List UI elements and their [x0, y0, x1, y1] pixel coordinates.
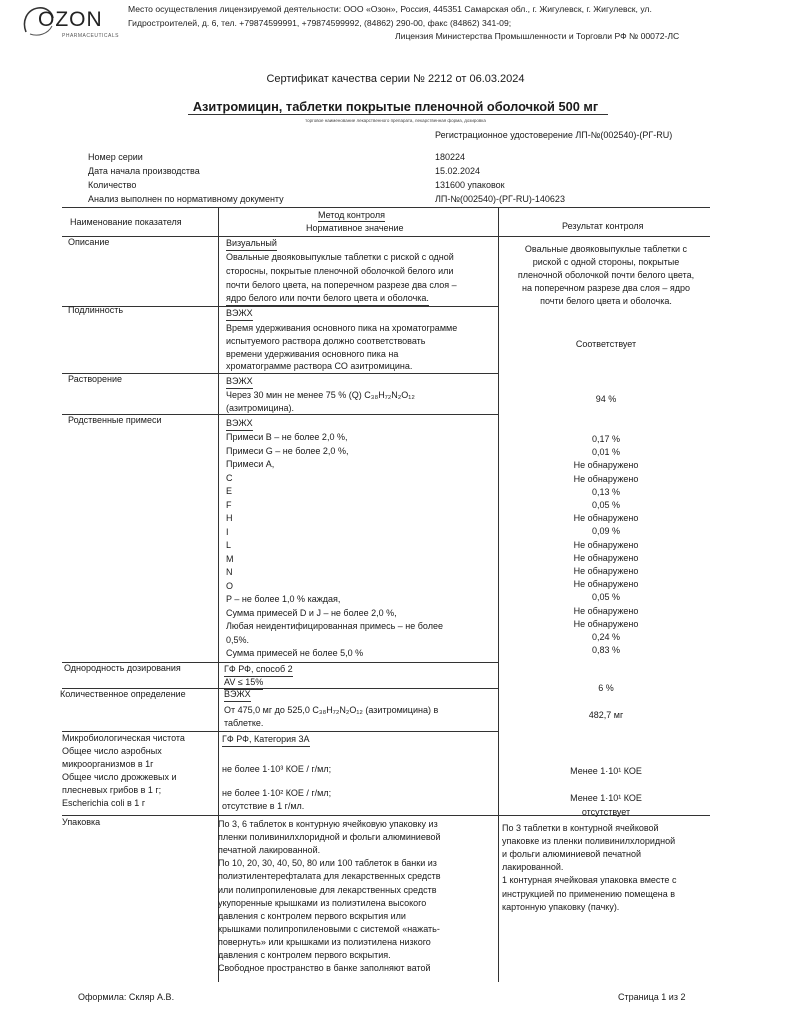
- row-name: Упаковка: [62, 817, 101, 827]
- row-method: ВЭЖХ: [224, 688, 251, 702]
- header-norm: Нормативное значение: [306, 223, 404, 233]
- packaging-norm-line: или полипропиленовые для лекарственных средств: [218, 884, 437, 895]
- row-norm-line: хроматограмме раствора СО азитромицина.: [226, 360, 412, 374]
- impurity-norm-line: E: [226, 486, 233, 496]
- impurity-result-line: Не обнаружено: [573, 460, 639, 471]
- row-result: Соответствует: [575, 339, 637, 349]
- page-number: Страница 1 из 2: [618, 992, 686, 1002]
- impurity-result-line: Не обнаружено: [573, 513, 639, 524]
- table-divider: [498, 207, 499, 982]
- row-norm-line: ядро белого или почти белого цвета и оболочка.: [226, 292, 429, 306]
- row-norm-line: почти белого цвета, на поперечном разрезе два слоя –: [226, 280, 457, 290]
- impurity-result-line: Не обнаружено: [573, 605, 639, 616]
- row-name-line: Общее число дрожжевых и: [62, 772, 177, 782]
- packaging-norm-line: печатной лакированной.: [218, 845, 321, 856]
- impurity-norm-line: Примеси A,: [226, 459, 275, 469]
- row-method: ВЭЖХ: [226, 375, 253, 389]
- impurity-result-line: 0,24 %: [591, 632, 621, 642]
- header-method: Метод контроля: [318, 210, 385, 220]
- registration-number: Регистрационное удостоверение ЛП-№(002540)-(РГ-RU): [435, 130, 673, 140]
- packaging-norm-line: давления с контролем первого вскрытия или: [218, 910, 406, 921]
- impurity-result-line: 0,05 %: [591, 592, 621, 603]
- meta-label: Номер серии: [88, 152, 143, 162]
- certificate-title: Сертификат качества серии № 2212 от 06.03.2024: [266, 73, 525, 85]
- row-norm-line: не более 1·10² КОЕ / г/мл;: [222, 788, 332, 798]
- packaging-norm-line: По 10, 20, 30, 40, 50, 80 или 100 таблеток в банки из: [218, 858, 437, 869]
- row-result: 482,7 мг: [588, 710, 624, 720]
- product-caption: торговое наименование лекарственного препарата, лекарственная форма, дозировка: [305, 118, 486, 123]
- meta-label: Анализ выполнен по нормативному документу: [88, 194, 284, 204]
- meta-label: Дата начала производства: [88, 166, 200, 176]
- impurity-result-line: 0,05 %: [591, 500, 621, 510]
- impurity-norm-line: L: [226, 540, 232, 550]
- row-norm-line: Через 30 мин не менее 75 % (Q) C₃₈H₇₂N₂O₁₂: [226, 390, 415, 400]
- row-result-line: отсутствует: [581, 807, 631, 817]
- row-norm-line: отсутствие в 1 г/мл.: [222, 801, 305, 811]
- row-norm-line: (азитромицина).: [226, 403, 295, 413]
- impurity-norm-line: M: [226, 553, 234, 564]
- packaging-norm-line: крышками полипропиленовыми с системой «нажать-: [218, 923, 440, 934]
- impurity-norm-line: 0,5%.: [226, 634, 250, 645]
- packaging-result-line: инструкцией по применению помещена в: [502, 888, 676, 899]
- row-name: Количественное определение: [60, 689, 186, 699]
- row-norm-line: Овальные двояковыпуклые таблетки с риской с одной: [226, 252, 454, 262]
- header-contacts: Гидростроителей, д. 6, тел. +79874599991, +79874599992, (84862) 290-00, факс (84862) 341-09;: [128, 18, 512, 28]
- table-rule: [62, 207, 710, 208]
- impurity-norm-line: C: [226, 472, 233, 483]
- row-method: ВЭЖХ: [226, 417, 253, 431]
- row-result-line: Менее 1·10¹ КОЕ: [570, 793, 642, 803]
- impurity-result-line: 0,01 %: [591, 447, 621, 458]
- impurity-result-line: Не обнаружено: [573, 473, 639, 484]
- impurity-norm-line: Сумма примесей не более 5,0 %: [226, 648, 364, 658]
- impurity-result-line: Не обнаружено: [573, 566, 639, 576]
- impurity-norm-line: I: [226, 526, 229, 537]
- row-result-line: риской с одной стороны, покрытые: [532, 257, 680, 267]
- impurity-norm-line: Примеси G – не более 2,0 %,: [226, 445, 349, 456]
- impurity-result-line: 0,13 %: [591, 486, 621, 497]
- row-method: ВЭЖХ: [226, 307, 253, 321]
- row-norm: AV ≤ 15%: [224, 676, 263, 690]
- logo-subtitle: PHARMACEUTICALS: [62, 33, 119, 39]
- row-norm-line: времени удерживания основного пика на: [226, 349, 399, 359]
- row-result-line: пленочной оболочкой почти белого цвета,: [517, 270, 695, 280]
- product-title: Азитромицин, таблетки покрытые пленочной оболочкой 500 мг: [192, 99, 599, 114]
- impurity-result-line: Не обнаружено: [573, 552, 639, 563]
- row-result: 6 %: [598, 683, 614, 693]
- packaging-norm-line: давления с контролем первого вскрытия.: [218, 950, 391, 960]
- packaging-result-line: лакированной.: [502, 862, 564, 873]
- impurity-norm-line: F: [226, 499, 232, 510]
- row-method: Визуальный: [226, 237, 277, 251]
- impurity-result-line: 0,83 %: [591, 645, 621, 656]
- impurity-norm-line: Сумма примесей D и J – не более 2,0 %,: [226, 607, 397, 618]
- packaging-result-line: упаковке из пленки поливинилхлоридной: [502, 836, 676, 847]
- header-license: Лицензия Министерства Промышленности и Торговли РФ № 00072-ЛС: [395, 31, 680, 41]
- row-name-line: Escherichia coli в 1 г: [62, 798, 146, 808]
- row-name-line: микроорганизмов в 1г: [62, 759, 154, 769]
- row-norm-line: От 475,0 мг до 525,0 C₃₈H₇₂N₂O₁₂ (азитромицина) в: [224, 705, 439, 715]
- packaging-norm-line: Свободное пространство в банке заполняют ватой: [218, 963, 431, 974]
- row-norm-line: испытуемого раствора должно соответствовать: [226, 336, 426, 346]
- row-result-line: почти белого цвета и оболочка.: [540, 296, 672, 306]
- prepared-by: Оформила: Скляр А.В.: [78, 992, 175, 1002]
- packaging-result-line: и фольги алюминиевой печатной: [502, 849, 642, 860]
- impurity-norm-line: H: [226, 513, 233, 523]
- row-norm-line: не более 1·10³ КОЕ / г/мл;: [222, 764, 332, 774]
- impurity-result-line: 0,17 %: [591, 434, 621, 444]
- row-name-line: Микробиологическая чистота: [62, 733, 185, 743]
- header-result: Результат контроля: [562, 221, 644, 231]
- packaging-norm-line: повернуть» или крышками из полиэтилена низкого: [218, 936, 431, 947]
- meta-value: 15.02.2024: [435, 166, 481, 176]
- logo-brand: OZON: [38, 8, 103, 31]
- impurity-norm-line: Любая неидентифицированная примесь – не более: [226, 621, 443, 631]
- row-name: Родственные примеси: [68, 415, 162, 425]
- row-norm-line: сторосны, покрытые пленочной оболочкой белого или: [226, 266, 454, 276]
- meta-value: 180224: [435, 152, 466, 162]
- row-result-line: Менее 1·10¹ КОЕ: [570, 766, 642, 776]
- packaging-norm-line: полиэтилентерефталата для лекарственных средств: [218, 871, 441, 882]
- header-address: Место осуществления лицензируемой деятельности: ООО «Озон», Россия, 445351 Самарская обл., г. Жигулевск, г. Жигулевск, ул.: [128, 4, 652, 14]
- row-name: Описание: [68, 237, 110, 247]
- meta-value: ЛП-№(002540)-(РГ-RU)-140623: [435, 194, 565, 204]
- packaging-norm-line: укупоренные крышками из полиэтилена высокого: [218, 897, 427, 908]
- impurity-norm-line: Примеси B – не более 2,0 %,: [226, 432, 348, 442]
- impurity-norm-line: P – не более 1,0 % каждая,: [226, 594, 341, 604]
- row-name-line: плесневых грибов в 1 г;: [62, 785, 162, 795]
- meta-value: 131600 упаковок: [435, 180, 505, 190]
- packaging-norm-line: пленки поливинилхлоридной и фольги алюминиевой: [218, 832, 441, 843]
- impurity-result-line: Не обнаружено: [573, 618, 639, 629]
- row-name: Однородность дозирования: [64, 663, 181, 673]
- row-result-line: Овальные двояковыпуклые таблетки с: [524, 244, 688, 254]
- row-name: Подлинность: [68, 305, 124, 315]
- impurity-result-line: 0,09 %: [591, 526, 621, 537]
- row-name: Растворение: [68, 374, 123, 384]
- impurity-norm-line: N: [226, 567, 233, 577]
- row-norm-line: Время удерживания основного пика на хроматограмме: [226, 323, 458, 333]
- meta-label: Количество: [88, 180, 137, 190]
- table-rule: [62, 236, 710, 237]
- row-result: 94 %: [595, 394, 617, 404]
- row-result-line: на поперечном разрезе два слоя – ядро: [522, 283, 690, 293]
- row-norm-line: таблетке.: [224, 718, 264, 728]
- title-underline: [188, 114, 608, 115]
- packaging-result-line: По 3 таблетки в контурной ячейковой: [502, 823, 659, 833]
- row-method: ГФ РФ, способ 2: [224, 663, 293, 677]
- impurity-norm-line: O: [226, 580, 234, 591]
- row-name-line: Общее число аэробных: [62, 746, 162, 756]
- packaging-result-line: 1 контурная ячейковая упаковка вместе с: [502, 875, 677, 886]
- packaging-result-line: картонную упаковку (пачку).: [502, 901, 620, 912]
- header-indicator: Наименование показателя: [70, 217, 182, 227]
- row-method: ГФ РФ, Категория 3А: [222, 733, 310, 747]
- packaging-norm-line: По 3, 6 таблеток в контурную ячейковую упаковку из: [218, 819, 438, 829]
- impurity-result-line: Не обнаружено: [573, 579, 639, 590]
- impurity-result-line: Не обнаружено: [573, 539, 639, 550]
